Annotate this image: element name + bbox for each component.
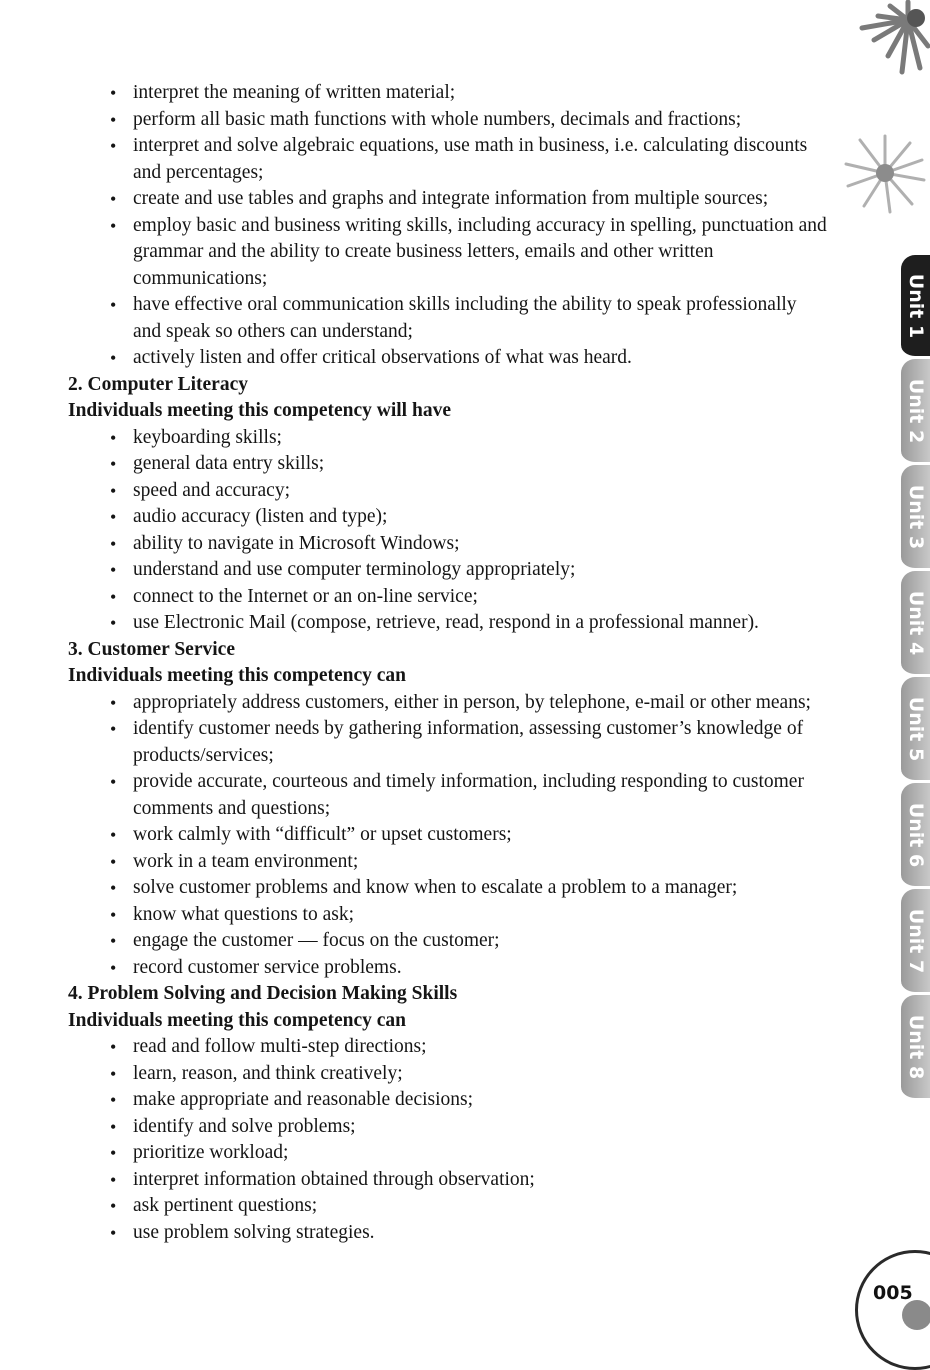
problem-solving-list [68,1034,828,1246]
list-item: • identify customer needs by gathering information, assessing customer’s knowledge of products/services; [68,716,828,769]
section-subheading: Individuals meeting this competency will have [68,400,451,421]
list-item: • work in a team environment; [68,849,828,876]
list-item: • general data entry skills; [68,451,828,478]
list-item: • read and follow multi-step directions; [68,1034,828,1061]
list-item: • employ basic and business writing skills, including accuracy in spelling, punctuation and grammar and the ability to create business letters, emails and other written communications; [68,213,828,293]
list-item: • identify and solve problems; [68,1114,828,1141]
tab-unit-7[interactable] [901,889,930,995]
page-badge-dot-icon [902,1300,930,1330]
list-item: • interpret information obtained through observation; [68,1167,828,1194]
tab-unit-8[interactable] [901,995,930,1101]
list-item: • actively listen and offer critical observations of what was heard. [68,345,828,372]
section-heading-problem-solving: 4. Problem Solving and Decision Making Skills [68,983,458,1004]
list-item: • ask pertinent questions; [68,1193,828,1220]
section-subheading: Individuals meeting this competency can [68,665,407,686]
list-item: • engage the customer — focus on the customer; [68,928,828,955]
tab-unit-5[interactable] [901,677,930,783]
unit-tabs [901,255,930,1101]
list-item: • know what questions to ask; [68,902,828,929]
list-item: • ability to navigate in Microsoft Windows; [68,531,828,558]
list-item: • work calmly with “difficult” or upset customers; [68,822,828,849]
tab-label: Unit 5 [904,696,927,761]
tab-label: Unit 1 [904,273,927,338]
list-item: • interpret the meaning of written material; [68,80,828,107]
list-item: • learn, reason, and think creatively; [68,1061,828,1088]
section-subheading: Individuals meeting this competency can [68,1009,407,1031]
list-item: • prioritize workload; [68,1140,828,1167]
list-item: • provide accurate, courteous and timely information, including responding to customer comments and questions; [68,769,828,822]
list-item: • perform all basic math functions with whole numbers, decimals and fractions; [68,107,828,134]
section-heading-customer-service: 3. Customer Service [68,638,235,660]
page-number: 005 [873,1282,913,1304]
list-item: • interpret and solve algebraic equations, use math in business, i.e. calculating discounts and percentages; [68,133,828,186]
tab-unit-2[interactable] [901,359,930,465]
tab-unit-4[interactable] [901,571,930,677]
list-item: • use Electronic Mail (compose, retrieve, read, respond in a professional manner). [68,610,828,637]
tab-unit-1[interactable] [901,255,930,359]
list-item: • use problem solving strategies. [68,1220,828,1247]
list-item: • speed and accuracy; [68,478,828,505]
list-item: • understand and use computer terminology appropriately; [68,557,828,584]
list-item: • solve customer problems and know when to escalate a problem to a manager; [68,875,828,902]
tab-label: Unit 3 [904,484,927,549]
list-item: • have effective oral communication skills including the ability to speak professionally and speak so others can understand; [68,292,828,345]
list-item: • make appropriate and reasonable decisions; [68,1087,828,1114]
list-item: • connect to the Internet or an on-line service; [68,584,828,611]
list-item: • keyboarding skills; [68,425,828,452]
list-item: • create and use tables and graphs and integrate information from multiple sources; [68,186,828,213]
tab-label: Unit 4 [904,590,927,655]
tab-unit-3[interactable] [901,465,930,571]
customer-service-list [68,690,828,982]
main-content [68,80,828,1246]
sunburst-small-icon [840,128,930,218]
tab-unit-6[interactable] [901,783,930,889]
computer-literacy-list [68,425,828,637]
tab-label: Unit 7 [904,908,927,973]
tab-label: Unit 8 [904,1014,927,1079]
section-heading-computer-literacy: 2. Computer Literacy [68,373,248,395]
skills-list-continued [68,80,828,372]
tab-label: Unit 2 [904,378,927,443]
list-item: • appropriately address customers, either in person, by telephone, e-mail or other means; [68,690,828,717]
list-item: • audio accuracy (listen and type); [68,504,828,531]
list-item: • record customer service problems. [68,955,828,982]
tab-label: Unit 6 [904,802,927,867]
sunburst-large-icon [838,0,930,82]
